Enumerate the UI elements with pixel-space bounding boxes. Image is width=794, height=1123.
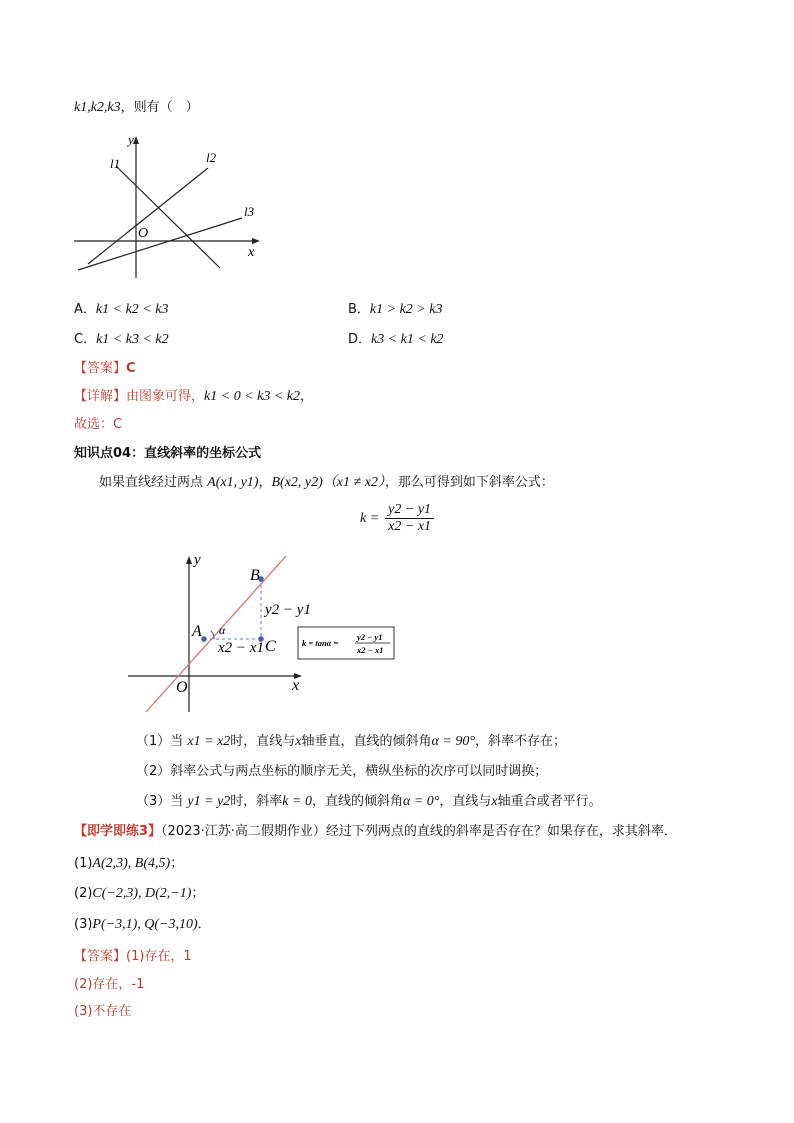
intro-line [74, 96, 199, 116]
note-1-mid2: 轴垂直，直线的倾斜角 [301, 734, 432, 749]
option-a [74, 298, 168, 318]
graph1-l3-label: l3 [244, 204, 255, 219]
practice-item-2 [74, 882, 204, 902]
practice-source: （2023·江苏·高二假期作业） [161, 824, 326, 839]
para-sep: ， [258, 475, 272, 490]
para-point-b: B(x2, y2) [271, 475, 323, 490]
alpha-label: α [219, 623, 226, 637]
point-b-label: B [250, 567, 260, 584]
note-1-m3: α = 90° [431, 734, 475, 749]
practice-item-3 [74, 913, 211, 933]
formula-lhs: k = [360, 510, 380, 526]
option-a-text: k1 < k2 < k3 [95, 302, 169, 317]
answer-1 [74, 357, 136, 376]
intro-suffix: ，则有（ ） [120, 100, 199, 115]
formula-numerator: y2 − y1 [385, 502, 434, 519]
answer-2-line3: (3)不存在 [74, 1004, 132, 1019]
option-c-text: k1 < k3 < k2 [96, 332, 169, 347]
answer-2 [74, 945, 192, 964]
y-axis-arrow [133, 136, 139, 144]
x-axis-arrow [252, 238, 260, 244]
practice-text: 经过下列两点的直线的斜率是否存在？如果存在，求其斜率． [325, 824, 677, 839]
practice-item-2-math: C(−2,3), D(2,−1) [92, 886, 192, 901]
note-1-m1: x1 = x2 [187, 734, 231, 749]
box-denominator: x2 − x1 [357, 645, 384, 655]
practice-item-3-num: (3) [74, 917, 93, 932]
practice-item-2-num: (2) [74, 886, 93, 901]
note-3-m3: α = 0° [402, 794, 440, 809]
graph1-l2-label: l2 [206, 150, 217, 165]
graph1-origin-label: O [138, 226, 149, 241]
point-c-label: C [265, 638, 276, 655]
option-a-label: A． [74, 302, 96, 317]
detail-1-tag: 【详解】 [74, 389, 127, 404]
note-3-m1: y1 = y2 [187, 794, 231, 809]
option-b [348, 298, 442, 318]
choose-1: 故选：C [74, 417, 123, 432]
note-3-mid2: ，直线的倾斜角 [311, 794, 403, 809]
section-title: 知识点04：直线斜率的坐标公式 [74, 446, 262, 461]
note-3-post: ，直线与 [439, 794, 492, 809]
option-b-text: k1 > k2 > k3 [369, 302, 443, 317]
note-3 [136, 790, 602, 810]
line-l2 [88, 168, 208, 264]
practice-item-1 [74, 852, 183, 872]
option-d-label: D． [348, 332, 372, 347]
point-a-label: A [192, 623, 202, 640]
note-3-pre: （3）当 [136, 794, 188, 809]
detail-1-math: k1 < 0 < k3 < k2 [204, 389, 301, 404]
formula-denominator: x2 − x1 [388, 519, 432, 534]
para-t2: ，那么可得到如下斜率公式： [384, 475, 554, 490]
note-3-m4: x [491, 794, 498, 809]
slope-formula [360, 502, 434, 535]
graph2-y-arrow [186, 556, 192, 564]
slope-line [146, 556, 286, 712]
answer-1-tag: 【答案】 [74, 361, 127, 376]
answer-2-tag: 【答案】 [74, 949, 127, 964]
note-1-mid: 时，直线与 [230, 734, 296, 749]
option-d [348, 328, 444, 348]
box-numerator: y2 − y1 [357, 632, 383, 642]
option-c [74, 328, 169, 348]
note-1-pre: （1）当 [136, 734, 188, 749]
practice-question [74, 820, 677, 839]
slope-graph [122, 552, 402, 716]
answer-1-value: C [126, 361, 136, 376]
practice-item-1-math: A(2,3), B(4,5) [92, 856, 171, 871]
note-3-post2: 轴重合或者平行。 [497, 794, 602, 809]
practice-item-1-end: ； [170, 856, 184, 871]
practice-item-1-num: (1) [74, 856, 93, 871]
graph1-l1-label: l1 [110, 156, 121, 171]
lines-graph [70, 128, 270, 278]
note-3-mid: 时，斜率 [230, 794, 283, 809]
note-2: （2）斜率公式与两点坐标的顺序无关，横纵坐标的次序可以同时调换； [136, 764, 548, 779]
note-1-m2: x [295, 734, 302, 749]
graph2-origin-label: O [176, 679, 188, 696]
point-a [201, 636, 207, 642]
practice-item-3-end: ． [197, 917, 211, 932]
graph1-x-label: x [248, 245, 255, 260]
line-l3 [78, 218, 242, 270]
note-1 [136, 730, 566, 750]
note-1-post: ，斜率不存在； [474, 734, 566, 749]
formula-fraction [385, 502, 434, 535]
formula-intro [99, 471, 554, 491]
para-t1: 如果直线经过两点 [99, 475, 204, 490]
graph2-x-label: x [292, 677, 300, 694]
option-c-label: C． [74, 332, 97, 347]
para-point-a: A(x1, y1) [207, 475, 259, 490]
practice-item-3-math: P(−3,1), Q(−3,10) [92, 917, 198, 932]
para-condition: （x1 ≠ x2） [322, 475, 385, 490]
option-d-text: k3 < k1 < k2 [371, 332, 444, 347]
answer-2-line1: (1)存在，1 [126, 949, 192, 964]
practice-tag: 【即学即练3】 [74, 824, 162, 839]
detail-1-end: ， [300, 389, 314, 404]
graph1-y-label: y [128, 132, 134, 147]
note-3-m2: k = 0 [282, 794, 312, 809]
option-b-label: B． [348, 302, 370, 317]
box-lhs: k = tanα = [302, 638, 339, 648]
intro-ks: k1,k2,k3 [74, 100, 121, 115]
dx-label: x2 − x1 [218, 640, 264, 656]
dy-label: y2 − y1 [265, 602, 311, 618]
answer-2-line2: (2)存在，-1 [74, 977, 145, 992]
practice-item-2-end: ； [191, 886, 205, 901]
detail-1 [74, 385, 313, 405]
detail-1-text: 由图象可得， [126, 389, 205, 404]
graph2-y-label: y [194, 552, 201, 568]
